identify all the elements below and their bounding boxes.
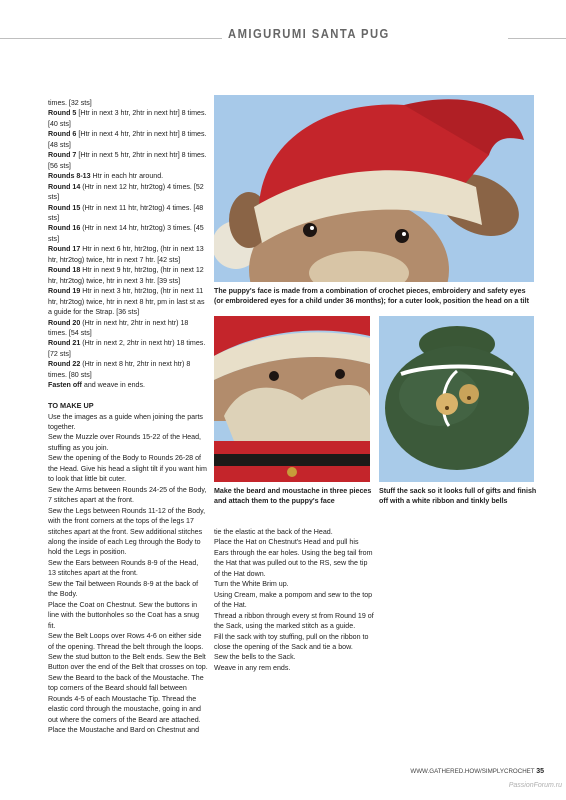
round-instruction: (Htr in next 14 htr, htr2tog) 3 times. [45 sts] <box>48 224 204 243</box>
round-label: Round 6 <box>48 130 77 139</box>
sack-photo <box>379 316 534 482</box>
pattern-round <box>48 338 208 359</box>
pattern-round <box>48 108 208 129</box>
page-footer <box>398 768 544 775</box>
round-instruction: times. [32 sts] <box>48 99 92 107</box>
round-instruction: and weave in ends. <box>81 381 146 390</box>
make-up-step: Sew the Ears between Rounds 8-9 of the Head, 13 stitches apart at the front. <box>48 558 199 578</box>
round-instruction: (Htr in next htr, 2htr in next htr) 18 times. [54 sts] <box>48 318 189 337</box>
make-up-step: Place the Coat on Chestnut. Sew the buttons in line with the buttonholes so the Coat has a snug fit. <box>48 600 200 630</box>
make-up-step: Sew the Muzzle over Rounds 15-22 of the Head, stuffing as you join. <box>48 433 201 452</box>
round-label: Round 21 <box>48 339 81 348</box>
page-number: 35 <box>536 768 544 775</box>
round-label: Round 20 <box>48 318 81 327</box>
round-label: Round 5 <box>48 109 77 118</box>
instructions-column <box>48 98 208 736</box>
pattern-round <box>48 380 208 390</box>
make-up-step: Sew the Tail between Rounds 8-9 at the back of the Body. <box>48 579 199 599</box>
top-photo-caption: The puppy's face is made from a combination of crochet pieces, embroidery and safety eyes (or embroidered eyes for a child under 36 months); for a cuter look, position the head on a tilt <box>214 287 529 306</box>
round-label: Round 19 <box>48 287 81 296</box>
make-up-step: Sew the Belt Loops over Rows 4-6 on either side of the opening. Thread the belt through the loops. Sew the stud button to the Belt ends. Sew the Belt Button over the end of the Belt that crosses on top. <box>48 632 208 672</box>
round-instruction: [Htr in next 3 htr, 2htr in next htr] 8 times. [40 sts] <box>48 109 207 128</box>
round-instruction: Htr in next 9 htr, htr2tog, (htr in next 12 htr, htr2tog) twice, htr in next 3 htr. [39 sts] <box>48 266 204 285</box>
round-instruction: (Htr in next 2, 2htr in next htr) 18 times. [72 sts] <box>48 339 206 358</box>
pattern-round <box>48 286 208 317</box>
make-up-step: Fill the sack with toy stuffing, pull on the ribbon to close the opening of the Sack and tie a bow. <box>214 632 369 651</box>
round-instruction: Htr in each htr around. <box>90 172 164 181</box>
round-label: Round 16 <box>48 224 81 233</box>
pattern-round <box>48 171 208 181</box>
round-label: Rounds 8-13 <box>48 172 91 181</box>
round-label: Round 18 <box>48 266 81 275</box>
make-up-continuation <box>214 527 374 673</box>
make-up-step: Use the images as a guide when joining the parts together. <box>48 412 203 432</box>
pattern-round <box>48 150 208 171</box>
make-up-step: Sew the Legs between Rounds 11-12 of the Body, with the front corners at the tops of the legs 17 stitches apart at the front. Sew additional stitches along the inside of each Leg through the Body to hold the Legs in position. <box>48 506 206 557</box>
watermark: PassionForum.ru <box>508 782 562 789</box>
footer-url: WWW.GATHERED.HOW/SIMPLYCROCHET <box>410 768 535 775</box>
page-title: AMIGURUMI SANTA PUG <box>228 27 390 41</box>
header-rule-left <box>0 38 222 39</box>
round-instruction: Htr in next 6 htr, htr2tog, (htr in next 13 htr, htr2tog) twice, htr in next 7 htr. [42 sts] <box>48 245 204 264</box>
make-up-step: Turn the White Brim up. <box>214 580 289 589</box>
round-instruction: [Htr in next 5 htr, 2htr in next htr] 8 times. [56 sts] <box>48 151 207 170</box>
make-up-step: Using Cream, make a pompom and sew to the top of the Hat. <box>214 590 373 610</box>
make-up-step: Sew the Beard to the back of the Moustache. The top corners of the Beard should fall between Rounds 4-5 of each Moustache Tip. Thread the elastic cord through the moustache, going in and out where the corners of the Beard are attached. <box>48 673 204 724</box>
section-heading: TO MAKE UP <box>48 401 94 411</box>
pattern-round <box>48 182 208 203</box>
round-instruction: (Htr in next 11 htr, htr2tog) 4 times. [48 sts] <box>48 203 204 222</box>
round-label: Round 14 <box>48 182 81 191</box>
beard-photo <box>214 316 370 482</box>
pattern-round <box>48 98 208 108</box>
pug-face-photo <box>214 95 534 282</box>
beard-photo-caption: Make the beard and moustache in three pieces and attach them to the puppy's face <box>214 487 372 506</box>
make-up-step: tie the elastic at the back of the Head. <box>214 528 333 536</box>
make-up-step: Place the Hat on Chestnut's Head and pull his Ears through the ear holes. Using the beg tail from the Hat that was pulled out to the RS, sew the tip of the Hat down. <box>214 538 373 578</box>
round-instruction: [Htr in next 4 htr, 2htr in next htr] 8 times. [48 sts] <box>48 130 207 149</box>
make-up-step: Place the Moustache and Bard on Chestnut and <box>48 726 200 735</box>
round-label: Round 15 <box>48 203 81 212</box>
pattern-round <box>48 244 208 265</box>
sack-photo-caption: Stuff the sack so it looks full of gifts and finish off with a white ribbon and tinkly bells <box>379 487 537 506</box>
header-rule-right <box>508 38 566 39</box>
round-instruction: Htr in next 3 htr, htr2tog, (htr in next 11 htr, htr2tog) twice, htr in next 8 htr, pm in last st as a guide for the Strap. [36 sts] <box>48 287 205 317</box>
pattern-round <box>48 318 208 339</box>
round-instruction: (Htr in next 8 htr, 2htr in next htr) 8 times. [80 sts] <box>48 360 191 379</box>
pattern-round <box>48 203 208 224</box>
pattern-round <box>48 359 208 380</box>
round-label: Round 22 <box>48 360 81 369</box>
pattern-round <box>48 223 208 244</box>
pattern-round <box>48 265 208 286</box>
pattern-round <box>48 129 208 150</box>
make-up-step: Weave in any rem ends. <box>214 663 291 672</box>
spacer <box>48 391 208 401</box>
make-up-step: Sew the opening of the Body to Rounds 26-28 of the Head. Give his head a slight tilt if you want him to look that little bit cuter. <box>48 454 207 484</box>
round-label: Fasten off <box>48 381 82 390</box>
round-label: Round 7 <box>48 151 77 160</box>
make-up-step: Sew the Arms between Rounds 24-25 of the Body, 7 stitches apart at the front. <box>48 485 207 505</box>
round-label: Round 17 <box>48 245 81 254</box>
make-up-step: Sew the bells to the Sack. <box>214 653 296 662</box>
round-instruction: (Htr in next 12 htr, htr2tog) 4 times. [52 sts] <box>48 182 204 202</box>
make-up-step: Thread a ribbon through every st from Round 19 of the Sack, using the marked stitch as a guide. <box>214 611 374 631</box>
